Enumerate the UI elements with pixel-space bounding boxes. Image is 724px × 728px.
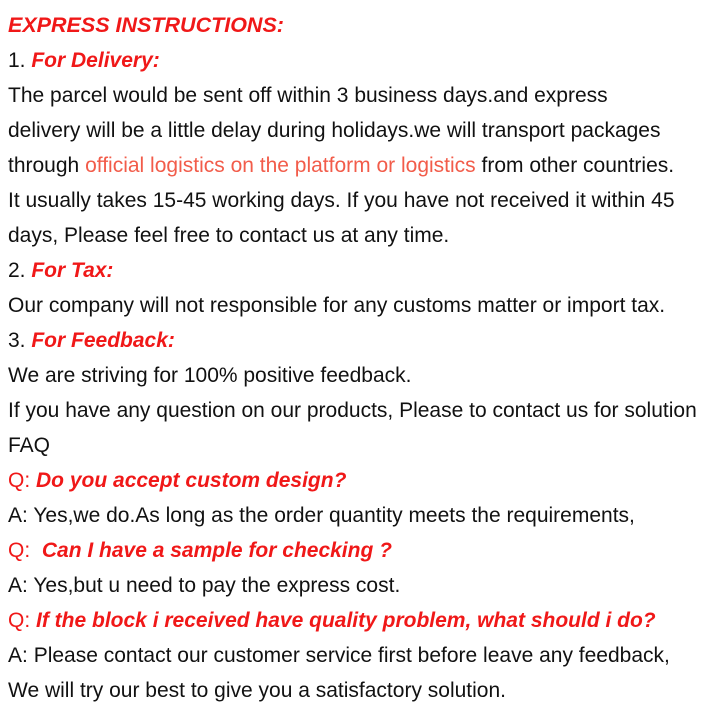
delivery-line-1 [8, 78, 718, 113]
section-heading-delivery [8, 43, 718, 78]
answer-text: Yes,we do.As long as the order quantity meets the requirements, [33, 504, 635, 527]
section-number: 1. [8, 49, 26, 72]
delivery-line-3 [8, 148, 718, 183]
section-heading-feedback [8, 323, 718, 358]
section-title: For Tax: [31, 259, 114, 282]
delivery-line-2 [8, 113, 718, 148]
faq-question-2 [8, 533, 718, 568]
text-run: days, Please feel free to contact us at any time. [8, 224, 450, 247]
text-run: If you have any question on our products, Please to contact us for solution [8, 399, 697, 422]
question-text: If the block i received have quality problem, what should i do? [36, 609, 656, 632]
answer-label: A: [8, 574, 28, 597]
section-number: 3. [8, 329, 26, 352]
feedback-line-2 [8, 393, 718, 428]
text-run: The parcel would be sent off within 3 business days.and express [8, 84, 608, 107]
question-label: Q: [8, 539, 31, 562]
faq-heading: FAQ [8, 434, 51, 457]
closing-line: We will try our best to give you a satisfactory solution. [8, 679, 506, 702]
text-run: We are striving for 100% positive feedback. [8, 364, 412, 387]
delivery-line-4 [8, 183, 718, 218]
question-label: Q: [8, 469, 31, 492]
faq-answer-1 [8, 498, 718, 533]
text-run: Our company will not responsible for any customs matter or import tax. [8, 294, 666, 317]
highlighted-text-run: official logistics on the platform or logistics [85, 154, 476, 177]
section-heading-tax [8, 253, 718, 288]
faq-question-3 [8, 603, 718, 638]
document-title: EXPRESS INSTRUCTIONS: [8, 13, 284, 37]
delivery-line-5 [8, 218, 718, 253]
section-title: For Feedback: [31, 329, 175, 352]
section-number: 2. [8, 259, 26, 282]
text-run: delivery will be a little delay during holidays.we will transport packages [8, 119, 661, 142]
text-run: It usually takes 15-45 working days. If you have not received it within 45 [8, 189, 675, 212]
answer-label: A: [8, 644, 28, 667]
section-title: For Delivery: [31, 49, 160, 72]
answer-text: Yes,but u need to pay the express cost. [33, 574, 401, 597]
faq-answer-3 [8, 638, 718, 673]
answer-label: A: [8, 504, 28, 527]
tax-line-1 [8, 288, 718, 323]
question-text: Do you accept custom design? [36, 469, 347, 492]
question-label: Q: [8, 609, 31, 632]
question-text: Can I have a sample for checking ? [41, 539, 392, 562]
text-run: through [8, 154, 86, 177]
faq-question-1 [8, 463, 718, 498]
faq-answer-2 [8, 568, 718, 603]
feedback-line-1 [8, 358, 718, 393]
answer-text: Please contact our customer service first before leave any feedback, [33, 644, 670, 667]
text-run: from other countries. [475, 154, 675, 177]
